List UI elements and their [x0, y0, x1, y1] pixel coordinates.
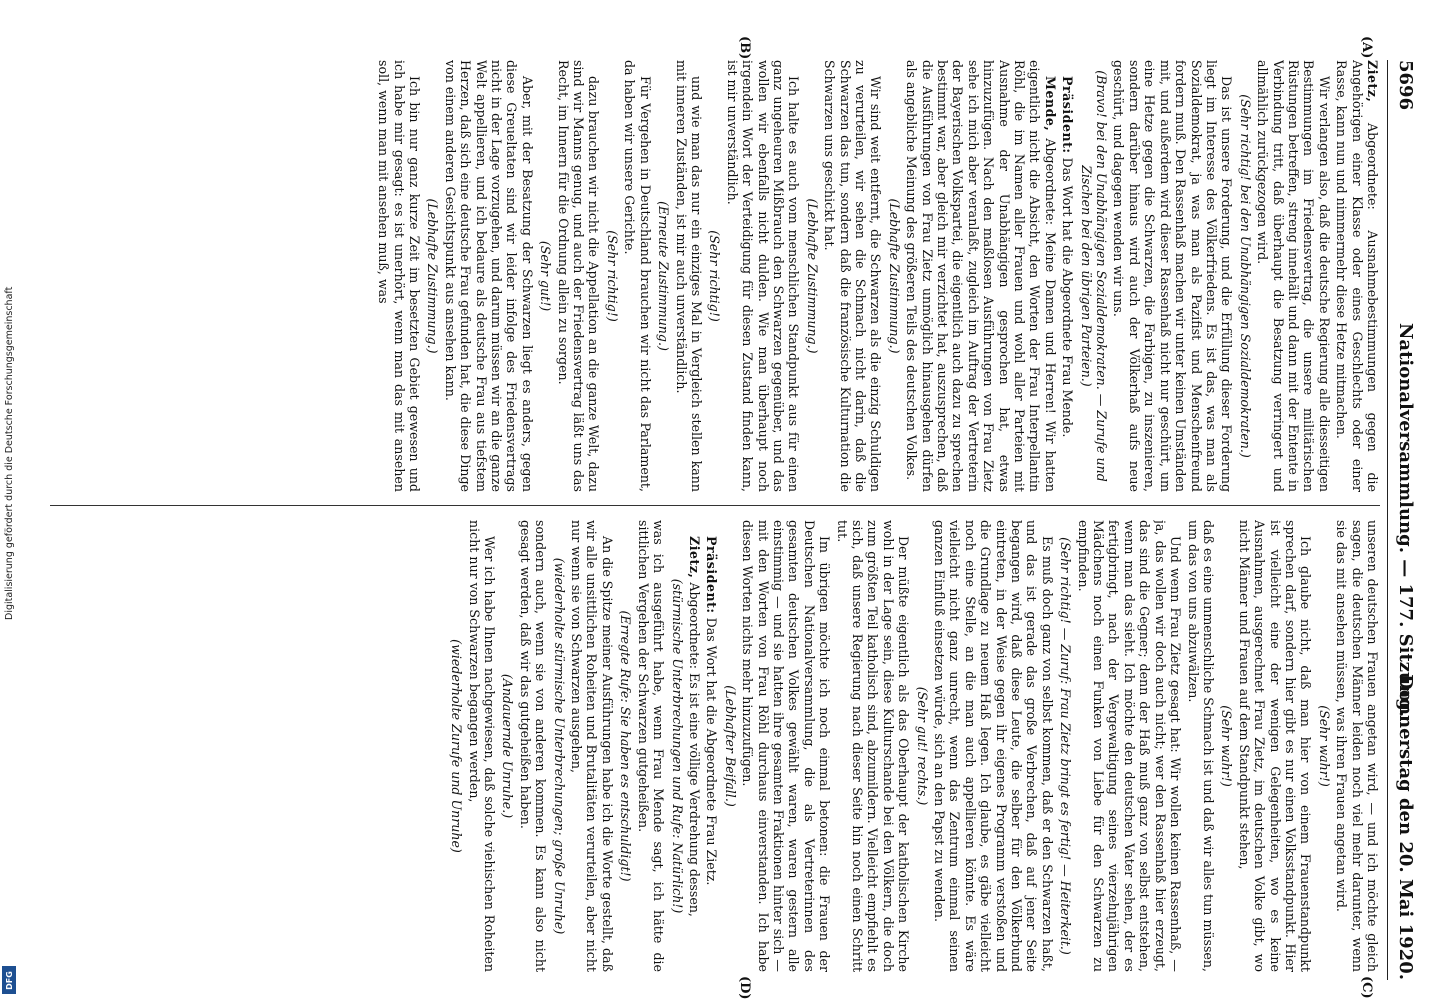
- paragraph: [622, 60, 653, 492]
- stage-direction: (Bravo! bei den Unabhängigen Sozialdemokraten. — Zurufe und Zischen bei den übrigen Parteien.): [1078, 70, 1110, 482]
- margin-marker-d: (D): [737, 976, 752, 1000]
- paragraph: [1334, 60, 1380, 492]
- page-number: 5696: [1395, 60, 1416, 111]
- stage-direction: (wiederholte stürmische Unterbrechungen; große Unruhe): [551, 557, 567, 935]
- paragraph-text: dazu brauchen wir nicht die Appellation an die ganze Welt, dazu sind wir Manns genug, und auch der Friedensvertrag läßt uns das Recht, im Innern für die Ordnung allein zu sorgen.: [555, 60, 602, 492]
- column-divider: [50, 505, 1380, 506]
- stage-direction: (Lebhafte Zustimmung.): [886, 198, 902, 354]
- stage-direction: (Andauernde Unruhe.): [500, 673, 516, 819]
- paragraph: [569, 520, 615, 972]
- text-column-left: [50, 60, 1380, 492]
- paragraph: [1060, 60, 1075, 492]
- stage-direction: (Lebhafte Zustimmung.): [425, 198, 441, 354]
- margin-marker-c: (C): [1359, 976, 1374, 999]
- paragraph-text: Ich bin nur ganz kurze Zeit im besetzten Gebiet gewesen und ich habe mir gesagt: es ist unerhört, wenn man das mit ansehen soll, wenn man mit ansehen muß, was: [376, 60, 423, 492]
- stage-direction: (Sehr richtig! bei den Unabhängigen Sozialdemokraten.): [1237, 94, 1253, 458]
- speaker-name: Mende,: [1042, 76, 1058, 132]
- paragraph-text: Für Vergehen in Deutschland brauchen wir nicht das Parlament, da haben wir unsere Gerichte.: [622, 60, 653, 492]
- paragraph-text: Im übrigen möchte ich noch einmal betonen: die Frauen der Deutschen Nationalversammlung, die als Vertreterinnen des gesamten deutschen Volkes gewählt waren, waren gestern alle einstimmig — und sie hatten ihre gesamten Fraktionen hinter sich — mit den Worten von Frau Röhl durchaus einverstanden. Ich habe diesen Worten nichts mehr hinzuzufügen.: [740, 520, 833, 972]
- stage-direction: (stürmische Unterbrechungen und Rufe: Natürlich!): [669, 578, 685, 914]
- paragraph: [1075, 520, 1183, 972]
- paragraph: [1111, 60, 1234, 492]
- paragraph-text: An die Spitze meiner Ausführungen habe ich die Worte gestellt, daß wir alle unsittlichen Roheiten und Brutalitäten verurteilen, aber nicht nur wenn sie von Schwarzen ausgehen,: [569, 520, 615, 972]
- paragraph-text: Wir verlangen also, daß die deutsche Regierung alle diesseitigen Bestimmungen im Friedensvertrag, die unsere militärischen Rüstungen betreffen, streng innehält und dann mit der Entente in Verbindung tritt, daß überhaupt die Besatzung verringert und allmählich zurückgezogen wird.: [1255, 60, 1332, 492]
- text-column-right: [50, 520, 1380, 972]
- stage-direction: (Sehr richtig! — Zuruf: Frau Zietz bringt es fertig! — Heiterkeit.): [1058, 537, 1074, 955]
- paragraph: [834, 520, 911, 972]
- speaker-name: Zietz,: [686, 536, 702, 579]
- paragraph: [635, 520, 666, 972]
- paragraph-text: Und wenn Frau Zietz gesagt hat: Wir wollen keinen Rassenhaß, — ja, das wollen wir doch auch nicht; wer den Rassenhaß hier erzeugt, das sind die Gegner; denn der Haß muß ganz von selbst entstehen, wenn man das sieht. Ich möchte den deutschen Vater sehen, der es fertigbringt, nach der Vergewaltigung seines vierzehnjährigen Mädchens noch einen Funken von Liebe für den Schwarzen zu empfinden.: [1075, 520, 1184, 972]
- speaker-name: Präsident:: [704, 536, 720, 614]
- stage-direction: (Sehr wahr!): [1219, 705, 1235, 787]
- page-header: [1387, 60, 1418, 980]
- margin-marker-a: (A): [1359, 36, 1374, 59]
- stage-direction: (Erneute Zustimmung.): [656, 201, 672, 351]
- paragraph: [687, 520, 702, 972]
- stage-direction: (Sehr richtig!): [707, 230, 723, 322]
- paragraph: [1255, 60, 1332, 492]
- paragraph-text: was ich ausgeführt habe, wenn Frau Mende sagt, ich hätte die sittlichen Vergehen der Schwarzen gutgeheißen.: [635, 520, 667, 972]
- paragraph: [673, 60, 704, 492]
- stage-direction: (Lebhafte Zustimmung.): [804, 198, 820, 354]
- stage-direction: (Sehr gut! rechts.): [914, 686, 930, 806]
- margin-marker-b: (B): [737, 36, 752, 60]
- paragraph-text: Ich halte es auch vom menschlichen Standpunkt aus für einen ganz ungeheuren Mißbrauch den Schwarzen gegenüber, und das wollen wir ebenfalls nicht dulden. Wie man überhaupt noch irgendein Wort der Verteidigung für diesen Zustand finden kann, ist mir unverständlich.: [724, 60, 802, 492]
- paragraph: [1185, 520, 1216, 972]
- paragraph-text: Der müßte eigentlich als das Oberhaupt der katholischen Kirche wohl in der Lage sein, diese Kulturschande bei den Völkern, die doch zum größten Teil katholisch sind, abzumildern. Vielleicht empfiehlt es sich, daß unsere Regierung nach dieser Seite hin noch einen Schritt tut.: [834, 520, 912, 972]
- stage-direction: (Sehr wahr!): [1316, 705, 1332, 787]
- paragraph-text: Ich glaube nicht, daß man hier von einem Frauenstandpunkt sprechen darf, sondern hier gibt es nur einen Volksstandpunkt. Hier ist vielleicht eine der wenigen Gelegenheiten, wo es keine Ausnahmen, ausgerechnet Frau Zietz, im deutschen Volke gibt, wo nicht Männer und Frauen auf dem Standpunkt stehen,: [1236, 520, 1314, 972]
- paragraph: [376, 60, 422, 492]
- dfg-logo-label: DFG: [4, 970, 14, 990]
- paragraph: [704, 520, 719, 972]
- stage-direction: (Lebhafter Beifall.): [722, 685, 738, 807]
- paragraph: [932, 520, 1055, 972]
- funding-credit: Digitalisierung gefördert durch die Deutsche Forschungsgemeinschaft: [4, 286, 15, 620]
- paragraph-text: sondern auch, wenn sie von anderen kommen. Es kann also nicht gesagt werden, daß wir das gutgeheißen haben.: [517, 520, 549, 972]
- paragraph-text: Abgeordnete: Ausnahmebestimmungen gegen die Angehörigen einer Klasse oder eines Geschlechts oder einer Rasse, kann nun und nimmermehr diese Hetze mitmachen.: [1334, 60, 1380, 492]
- stage-direction: (Sehr gut!): [538, 240, 554, 312]
- paragraph: [442, 60, 534, 492]
- paragraph-text: Das Wort hat die Abgeordnete Frau Mende.: [1060, 157, 1076, 438]
- paragraph-text: Abgeordnete: Es ist eine völlige Verdrehung dessen,: [686, 582, 702, 917]
- paragraph: [555, 60, 601, 492]
- paragraph: [724, 60, 801, 492]
- speaker-name: Präsident:: [1060, 76, 1076, 154]
- paragraph: [822, 60, 884, 492]
- paragraph: [1236, 520, 1313, 972]
- paragraph-text: und wie man das nur ein einziges Mal in Vergleich stellen kann mit inneren Zuständen, ist mir auch unverständlich.: [673, 60, 704, 492]
- paragraph-text: Das Wort hat die Abgeordnete Frau Zietz.: [704, 617, 720, 886]
- paragraph-text: Das ist unsere Forderung, und die Erfüllung dieser Forderung liegt im Interesse des Völkerfriedens. Es ist das, was man als Sozialdemokrat, ja was man als Pazifist und Menschenfreund fordern muß. Den Rassenhaß machen wir unter keinen Umständen mit, und außerdem wird dieser Rassenhaß nicht nur geschürt, um eine Hetze gegen die Schwarzen, die Farbigen, zu inszenieren, sondern darüber hinaus wird auch der Völkerhaß aufs neue geschürt, und dagegen wenden wir uns.: [1111, 60, 1235, 492]
- session-date: Donnerstag den 20. Mai 1920.: [1395, 674, 1416, 980]
- page-title: Nationalversammlung. — 177. Sitzung.: [1395, 322, 1416, 718]
- paragraph: [1334, 520, 1380, 972]
- paragraph-text: unseren deutschen Frauen angetan wird, — und ich möchte gleich sagen, die deutschen Männer leiden noch viel mehr darunter, wenn sie das mit ansehen müssen, was ihren Frauen angetan wird.: [1334, 520, 1380, 972]
- speaker-name: Zietz,: [1365, 60, 1380, 103]
- paragraph-text: Aber, mit der Besatzung der Schwarzen liegt es anders, gegen diese Greueltaten sind wir leider infolge des Friedensvertrags nicht in der Lage vorzugehen, und darum müssen wir an die ganze Welt appellieren, und ich bedaure als deutsche Frau aus tiefstem Herzen, daß sich eine deutsche Frau gefunden hat, die diese Dinge von einem anderen Gesichtspunkt aus ansehen kann.: [442, 60, 535, 492]
- paragraph: [740, 520, 832, 972]
- stage-direction: (wiederholte Zurufe und Unruhe): [449, 639, 465, 853]
- stage-direction: (Sehr richtig!): [604, 230, 620, 322]
- paragraph: [904, 60, 1058, 492]
- paragraph-text: Wir sind weit entfernt, die Schwarzen als die einzig Schuldigen zu verurteilen, wir sehen die Schmach nicht darin, daß die Schwarzen das tun, sondern daß die französische Kulturnation die Schwarzen uns geschickt hat.: [822, 60, 884, 492]
- paragraph-text: Wer ich habe Ihnen nachgewiesen, daß solche viehischen Roheiten nicht nur von Schwarzen begangen werden,: [466, 520, 498, 972]
- dfg-logo: [2, 966, 16, 994]
- stage-direction: (Erregte Rufe: Sie haben es entschuldigt!): [618, 610, 634, 882]
- paragraph-text: daß es eine unmenschliche Schmach ist und daß wir alles tun müssen, um das von uns abzuwälzen.: [1185, 520, 1216, 972]
- paragraph: [517, 520, 548, 972]
- paragraph-text: Es muß doch ganz von selbst kommen, daß er den Schwarzen haßt, und das ist gerade das große Verbrechen, daß auf jener Seite begangen wird, daß diese Leute, die selber für den Völkerbund eintreten, in der Weise gegen ihr eigenes Programm verstoßen und die Grundlage zu neuem Haß legen. Ich glaube, es gäbe vielleicht noch eine Stelle, an die man auch appellieren könnte. Es wäre vielleicht nicht ganz unrecht, wenn das Zentrum einmal seinen ganzen Einfluß einsetzen würde, sich an den Papst zu wenden.: [932, 520, 1055, 972]
- paragraph: [466, 520, 497, 972]
- paragraph-text: Abgeordnete: Meine Damen und Herren! Wir hatten eigentlich nicht die Absicht, den Worten der Frau Interpellantin Röhl, die im Namen aller Frauen und wohl aller Parteien mit Ausnahme der Unabhängigen gesprochen hat, etwas hinzuzufügen. Nach den maßlosen Ausführungen von Frau Zietz sehe ich mich aber veranlaßt, zugleich im Auftrag der Vertreterin der Bayerischen Volkspartei, die eigentlich auch dazu zu sprechen bestimmt war, aber gleich mir verzichtet hat, auszusprechen, daß die Ausführungen von Frau Zietz unmöglich hinausgehen dürfen als angebliche Meinung des größeren Teils des deutschen Volkes.: [904, 60, 1058, 492]
